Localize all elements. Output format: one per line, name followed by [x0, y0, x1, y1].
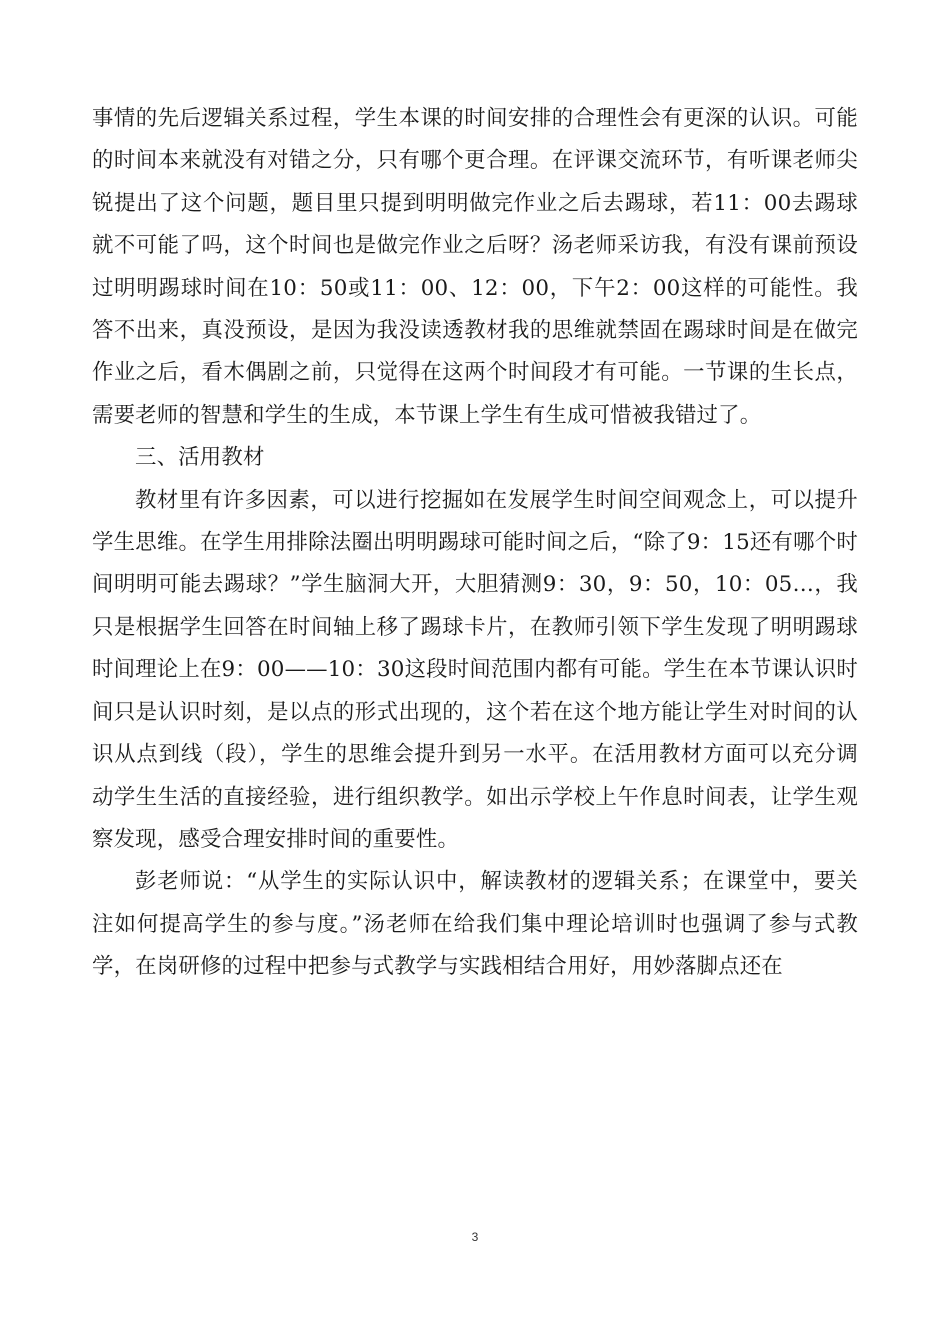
paragraph-3: 彭老师说：“从学生的实际认识中，解读教材的逻辑关系；在课堂中，要关注如何提高学生的参与度。”汤老师在给我们集中理论培训时也强调了参与式教学，在岗研修的过程中把参与式教学与实践相结合用好，用妙落脚点还在	[92, 869, 858, 980]
page-number: 3	[471, 1230, 479, 1244]
paragraph-1: 事情的先后逻辑关系过程，学生本课的时间安排的合理性会有更深的认识。可能的时间本来就没有对错之分，只有哪个更合理。在评课交流环节，有听课老师尖锐提出了这个问题，题目里只提到明明做完作业之后去踢球，若11：00去踢球就不可能了吗，这个时间也是做完作业之后呀？汤老师采访我，有没有课前预设过明明踢球时间在10：50或11：00、12：00，下午2：00这样的可能性。我答不出来，真没预设，是因为我没读透教材我的思维就禁固在踢球时间是在做完作业之后，看木偶剧之前，只觉得在这两个时间段才有可能。一节课的生长点，需要老师的智慧和学生的生成，本节课上学生有生成可惜被我错过了。	[92, 106, 858, 428]
paragraph-2: 教材里有许多因素，可以进行挖掘如在发展学生时间空间观念上，可以提升学生思维。在学生用排除法圈出明明踢球可能时间之后，“除了9：15还有哪个时间明明可能去踢球？”学生脑洞大开，大胆猜测9：30，9：50，10：05…，我只是根据学生回答在时间轴上移了踢球卡片，在教师引领下学生发现了明明踢球时间理论上在9：00——10：30这段时间范围内都有可能。学生在本节课认识时间只是认识时刻，是以点的形式出现的，这个若在这个地方能让学生对时间的认识从点到线（段），学生的思维会提升到另一水平。在活用教材方面可以充分调动学生生活的直接经验，进行组织教学。如出示学校上午作息时间表，让学生观察发现，感受合理安排时间的重要性。	[92, 487, 858, 852]
document-page	[92, 98, 858, 989]
section-heading: 三、活用教材	[135, 445, 265, 471]
